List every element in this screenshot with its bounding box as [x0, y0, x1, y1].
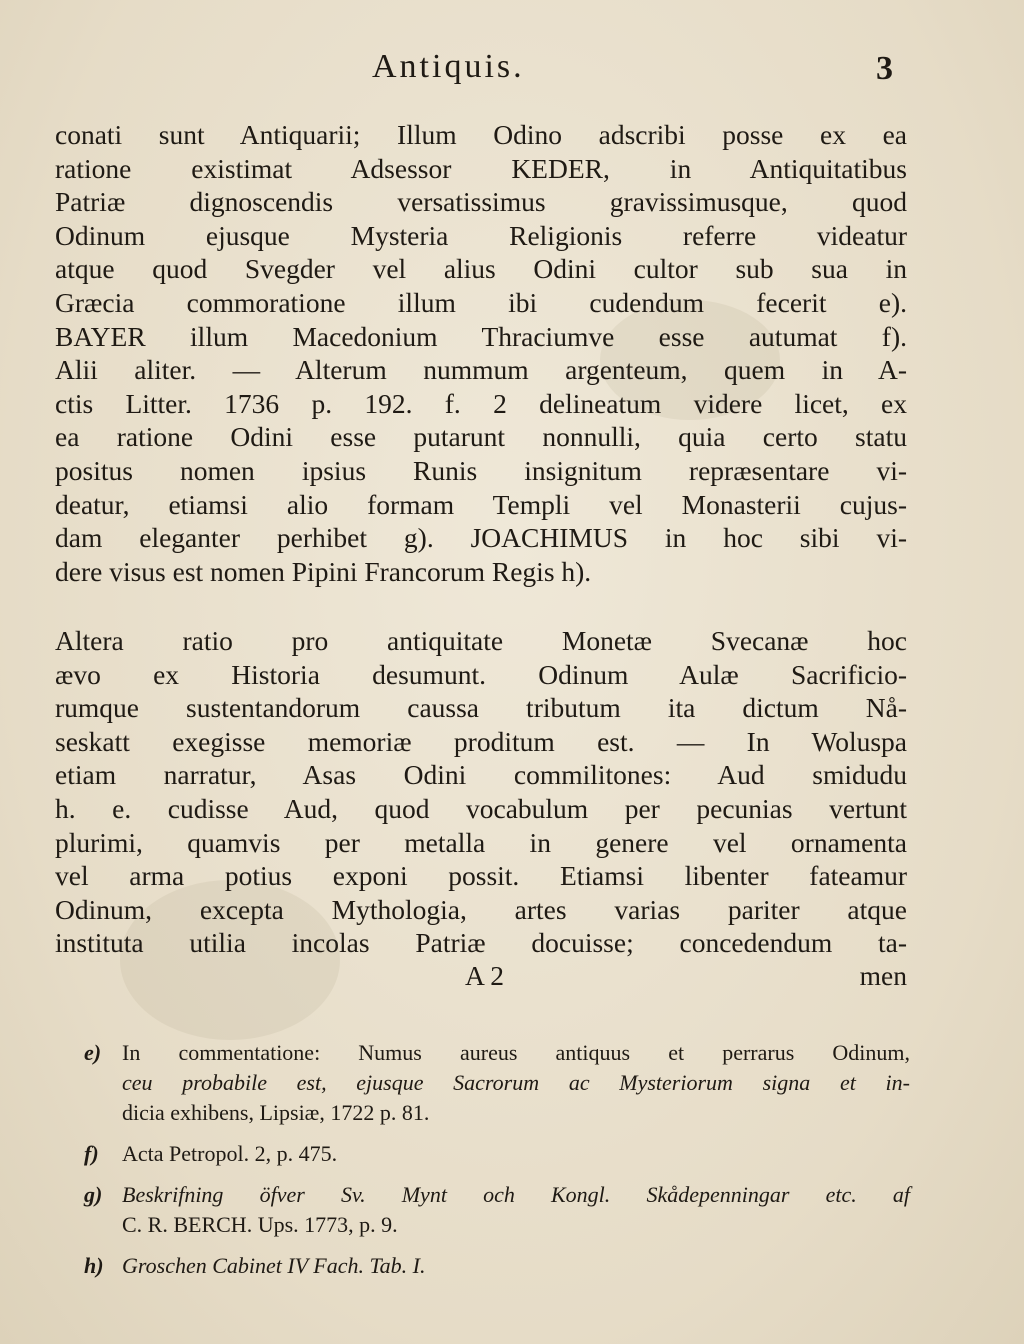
footnote-line: dicia exhibens, Lipsiæ, 1722 p. 81. [122, 1100, 430, 1125]
footnote-f [84, 1139, 910, 1169]
text-line: h. e. cudisse Aud, quod vocabulum per pecunias vertunt [55, 792, 907, 824]
footnote-g [84, 1180, 910, 1240]
text-line: ratione existimat Adsessor KEDER, in Antiquitatibus [55, 152, 907, 184]
footnote-line: C. R. BERCH. Ups. 1773, p. 9. [122, 1212, 398, 1237]
paragraph-1 [55, 118, 907, 588]
text-line: ea ratione Odini esse putarunt nonnulli, quia certo statu [55, 421, 907, 453]
text-line: rumque sustentandorum caussa tributum ita dictum Nå- [55, 692, 907, 724]
footnote-e [84, 1038, 910, 1128]
footnote-line: ceu probabile est, ejusque Sacrorum ac Mysteriorum signa et in- [122, 1070, 910, 1095]
text-line: atque quod Svegder vel alius Odini cultor sub sua in [55, 253, 907, 285]
text-line: BAYER illum Macedonium Thraciumve esse autumat f). [55, 320, 907, 352]
footnote-line: Beskrifning öfver Sv. Mynt och Kongl. Skådepenningar etc. af [122, 1182, 910, 1207]
text-line: dam eleganter perhibet g). JOACHIMUS in hoc sibi vi- [55, 522, 907, 554]
text-line: dere visus est nomen Pipini Francorum Regis h). [55, 555, 592, 587]
footnote-line: Groschen Cabinet IV Fach. Tab. I. [122, 1253, 426, 1278]
text-line: etiam narratur, Asas Odini commilitones: Aud smidudu [55, 759, 907, 791]
text-line: ævo ex Historia desumunt. Odinum Aulæ Sacrificio- [55, 658, 907, 690]
text-line: vel arma potius exponi possit. Etiamsi libenter fateamur [55, 860, 907, 892]
text-line: ctis Litter. 1736 p. 192. f. 2 delineatum videre licet, ex [55, 387, 907, 419]
text-line: Odinum, excepta Mythologia, artes varias pariter atque [55, 893, 907, 925]
text-line: Altera ratio pro antiquitate Monetæ Svecanæ hoc [55, 625, 907, 656]
footnote-mark: e) [84, 1040, 102, 1065]
text-line: seskatt exegisse memoriæ proditum est. — In Woluspa [55, 725, 907, 757]
paragraph-2 [55, 624, 907, 960]
text-line: Patriæ dignoscendis versatissimus gravissimusque, quod [55, 186, 907, 218]
running-title: Antiquis. [372, 48, 525, 85]
text-line: Alii aliter. — Alterum nummum argenteum, quem in A- [55, 354, 907, 386]
text-line: Odinum ejusque Mysteria Religionis referre videatur [55, 219, 907, 251]
text-line: conati sunt Antiquarii; Illum Odino adscribi posse ex ea [55, 119, 907, 150]
catchline [55, 960, 907, 996]
text-line: plurimi, quamvis per metalla in genere vel ornamenta [55, 826, 907, 858]
footnotes [84, 1038, 910, 1292]
footnote-mark: f) [84, 1141, 99, 1166]
catchword: men [859, 960, 907, 991]
footnote-line: In commentatione: Numus aureus antiquus et perrarus Odinum, [122, 1040, 910, 1065]
signature-mark: A 2 [465, 960, 504, 991]
text-line: instituta utilia incolas Patriæ docuisse; concedendum ta- [55, 927, 907, 959]
footnote-mark: g) [84, 1182, 103, 1207]
running-head [0, 48, 1024, 88]
text-line: deatur, etiamsi alio formam Templi vel Monasterii cujus- [55, 488, 907, 520]
text-line: positus nomen ipsius Runis insignitum repræsentare vi- [55, 454, 907, 486]
footnote-h [84, 1251, 910, 1281]
page-number: 3 [876, 50, 893, 87]
footnote-line: Acta Petropol. 2, p. 475. [122, 1141, 338, 1166]
text-line: Græcia commoratione illum ibi cudendum fecerit e). [55, 286, 907, 318]
footnote-mark: h) [84, 1253, 104, 1278]
